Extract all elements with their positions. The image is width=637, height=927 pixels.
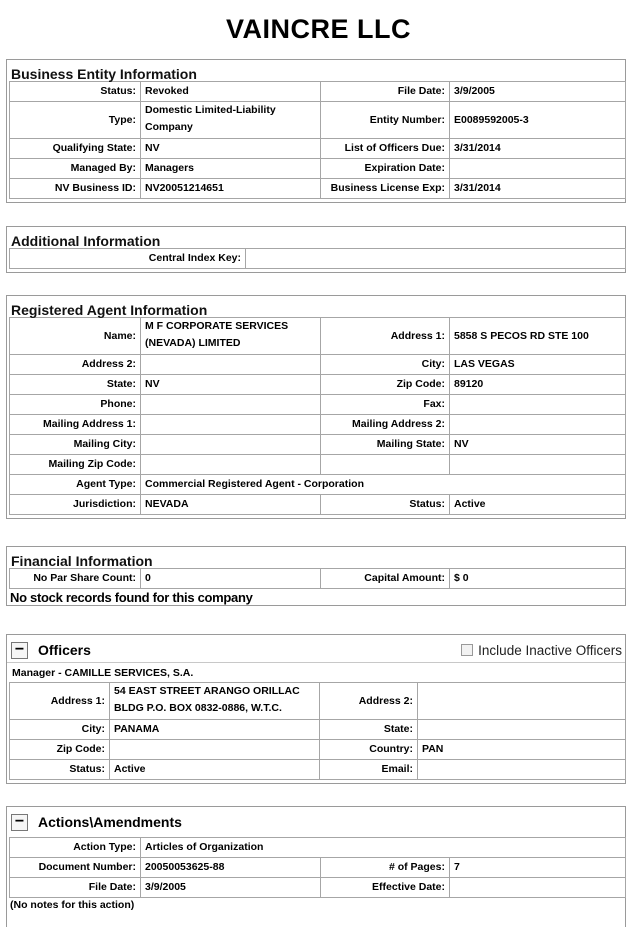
additional-info-panel bbox=[6, 226, 626, 273]
officer-table bbox=[9, 682, 626, 780]
business-entity-panel bbox=[6, 59, 626, 203]
field-label: Zip Code: bbox=[10, 740, 110, 760]
field-label: Fax: bbox=[321, 395, 450, 415]
table-row bbox=[10, 355, 626, 375]
field-label: Address 2: bbox=[10, 355, 141, 375]
actions-table bbox=[9, 837, 626, 898]
field-label: Phone: bbox=[10, 395, 141, 415]
field-value bbox=[450, 455, 626, 475]
field-value bbox=[418, 760, 626, 780]
field-label: Email: bbox=[320, 760, 418, 780]
table-row bbox=[10, 415, 626, 435]
no-stock-note: No stock records found for this company bbox=[10, 590, 253, 605]
additional-info-table bbox=[9, 248, 626, 269]
field-value bbox=[450, 395, 626, 415]
field-label: Mailing Zip Code: bbox=[10, 455, 141, 475]
actions-collapse-button[interactable]: − bbox=[11, 814, 28, 831]
field-label: Document Number: bbox=[10, 858, 141, 878]
field-value bbox=[418, 720, 626, 740]
field-label: File Date: bbox=[10, 878, 141, 898]
field-label: Name: bbox=[10, 318, 141, 355]
jurisdiction-value: NEVADA bbox=[141, 495, 321, 515]
field-value: 7 bbox=[450, 858, 626, 878]
registered-agent-table bbox=[9, 317, 626, 515]
include-inactive-label: Include Inactive Officers bbox=[478, 642, 622, 658]
field-label: Capital Amount: bbox=[321, 569, 450, 589]
agent-type-label: Agent Type: bbox=[10, 475, 141, 495]
field-label: Zip Code: bbox=[321, 375, 450, 395]
field-label: City: bbox=[10, 720, 110, 740]
agent-status-value: Active bbox=[450, 495, 626, 515]
action-type-value: Articles of Organization bbox=[141, 838, 626, 858]
field-label: Country: bbox=[320, 740, 418, 760]
table-row bbox=[10, 569, 626, 589]
field-value: PAN bbox=[418, 740, 626, 760]
field-label: Mailing Address 1: bbox=[10, 415, 141, 435]
table-row bbox=[10, 318, 626, 355]
field-value: E0089592005-3 bbox=[450, 102, 626, 139]
field-value bbox=[141, 435, 321, 455]
field-value: 3/9/2005 bbox=[450, 82, 626, 102]
field-value: Revoked bbox=[141, 82, 321, 102]
field-label: Mailing Address 2: bbox=[321, 415, 450, 435]
business-entity-heading: Business Entity Information bbox=[11, 66, 197, 82]
table-row bbox=[10, 179, 626, 199]
registered-agent-panel bbox=[6, 295, 626, 519]
field-value: $ 0 bbox=[450, 569, 626, 589]
field-value: Domestic Limited-Liability Company bbox=[141, 102, 321, 139]
field-label: # of Pages: bbox=[321, 858, 450, 878]
field-label: Managed By: bbox=[10, 159, 141, 179]
field-value bbox=[450, 159, 626, 179]
field-label: NV Business ID: bbox=[10, 179, 141, 199]
action-type-label: Action Type: bbox=[10, 838, 141, 858]
financial-info-heading: Financial Information bbox=[11, 553, 153, 569]
field-label: No Par Share Count: bbox=[10, 569, 141, 589]
field-value: 20050053625-88 bbox=[141, 858, 321, 878]
field-value bbox=[450, 878, 626, 898]
officers-panel bbox=[6, 634, 626, 784]
field-value: PANAMA bbox=[110, 720, 320, 740]
table-row bbox=[10, 375, 626, 395]
field-value: 0 bbox=[141, 569, 321, 589]
table-row bbox=[10, 720, 626, 740]
field-value: Active bbox=[110, 760, 320, 780]
field-value: 3/31/2014 bbox=[450, 179, 626, 199]
field-label: Entity Number: bbox=[321, 102, 450, 139]
field-value: NV20051214651 bbox=[141, 179, 321, 199]
table-row bbox=[10, 683, 626, 720]
officer-title: Manager - CAMILLE SERVICES, S.A. bbox=[7, 662, 625, 682]
field-value: 5858 S PECOS RD STE 100 bbox=[450, 318, 626, 355]
officers-heading: Officers bbox=[38, 642, 91, 658]
field-label: List of Officers Due: bbox=[321, 139, 450, 159]
field-value bbox=[450, 415, 626, 435]
field-value: Managers bbox=[141, 159, 321, 179]
field-label: State: bbox=[320, 720, 418, 740]
registered-agent-heading: Registered Agent Information bbox=[11, 302, 208, 318]
field-value bbox=[418, 683, 626, 720]
field-value: NV bbox=[141, 375, 321, 395]
field-label: Address 2: bbox=[320, 683, 418, 720]
table-row bbox=[10, 395, 626, 415]
field-label: Status: bbox=[10, 82, 141, 102]
table-row bbox=[10, 139, 626, 159]
action-note: (No notes for this action) bbox=[10, 899, 135, 911]
field-label: Mailing City: bbox=[10, 435, 141, 455]
field-label: Address 1: bbox=[10, 683, 110, 720]
officers-collapse-button[interactable]: − bbox=[11, 642, 28, 659]
business-entity-table bbox=[9, 81, 626, 199]
field-label: Type: bbox=[10, 102, 141, 139]
central-index-key-value bbox=[246, 249, 626, 269]
agent-status-label: Status: bbox=[321, 495, 450, 515]
field-label: Status: bbox=[10, 760, 110, 780]
table-row bbox=[10, 878, 626, 898]
financial-info-table bbox=[9, 568, 626, 589]
field-value: 3/9/2005 bbox=[141, 878, 321, 898]
table-row bbox=[10, 740, 626, 760]
field-label: Business License Exp: bbox=[321, 179, 450, 199]
table-row bbox=[10, 435, 626, 455]
include-inactive-checkbox[interactable] bbox=[461, 644, 473, 656]
field-value bbox=[110, 740, 320, 760]
field-value: NV bbox=[450, 435, 626, 455]
central-index-key-label: Central Index Key: bbox=[10, 249, 246, 269]
field-value: 3/31/2014 bbox=[450, 139, 626, 159]
table-row bbox=[10, 760, 626, 780]
field-label: City: bbox=[321, 355, 450, 375]
field-value: NV bbox=[141, 139, 321, 159]
field-value bbox=[141, 355, 321, 375]
table-row bbox=[10, 159, 626, 179]
field-value bbox=[141, 455, 321, 475]
actions-panel bbox=[6, 806, 626, 927]
additional-info-heading: Additional Information bbox=[11, 233, 161, 249]
jurisdiction-label: Jurisdiction: bbox=[10, 495, 141, 515]
field-label bbox=[321, 455, 450, 475]
field-value: 54 EAST STREET ARANGO ORILLAC BLDG P.O. BOX 0832-0886, W.T.C. bbox=[110, 683, 320, 720]
table-row bbox=[10, 102, 626, 139]
table-row bbox=[10, 455, 626, 475]
field-label: Qualifying State: bbox=[10, 139, 141, 159]
financial-info-panel bbox=[6, 546, 626, 606]
field-label: Expiration Date: bbox=[321, 159, 450, 179]
actions-heading: Actions\Amendments bbox=[38, 814, 182, 830]
field-label: Effective Date: bbox=[321, 878, 450, 898]
include-inactive-officers[interactable] bbox=[461, 643, 625, 658]
field-label: Mailing State: bbox=[321, 435, 450, 455]
field-label: Address 1: bbox=[321, 318, 450, 355]
field-label: State: bbox=[10, 375, 141, 395]
field-value bbox=[141, 415, 321, 435]
agent-type-value: Commercial Registered Agent - Corporation bbox=[141, 475, 626, 495]
company-title: VAINCRE LLC bbox=[226, 14, 411, 44]
field-value: LAS VEGAS bbox=[450, 355, 626, 375]
field-value: 89120 bbox=[450, 375, 626, 395]
table-row bbox=[10, 82, 626, 102]
field-label: File Date: bbox=[321, 82, 450, 102]
table-row bbox=[10, 858, 626, 878]
field-value: M F CORPORATE SERVICES (NEVADA) LIMITED bbox=[141, 318, 321, 355]
field-value bbox=[141, 395, 321, 415]
